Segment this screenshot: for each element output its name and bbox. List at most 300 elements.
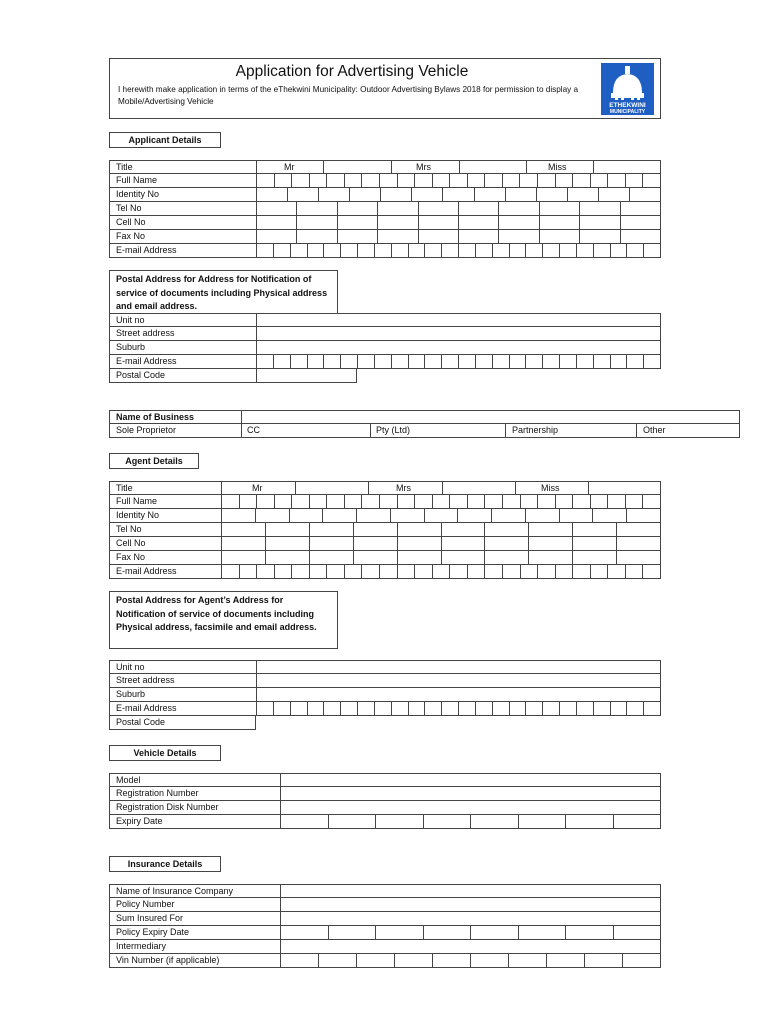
char-box-divider — [414, 495, 415, 508]
char-box-divider — [572, 537, 573, 550]
char-box-divider — [643, 355, 644, 368]
char-box-divider — [291, 174, 292, 187]
char-box-divider — [626, 702, 627, 715]
insurance-policy-row[interactable] — [109, 898, 661, 912]
char-box-divider — [274, 565, 275, 578]
char-box-divider — [255, 509, 256, 522]
insurance-expiry-row[interactable] — [109, 926, 661, 940]
postal-code-row[interactable] — [109, 369, 357, 383]
char-box-divider — [590, 565, 591, 578]
char-box-divider — [572, 551, 573, 564]
char-box-divider — [625, 174, 626, 187]
char-box-divider — [379, 495, 380, 508]
char-box-divider — [467, 565, 468, 578]
char-box-divider — [539, 202, 540, 215]
logo-text-2: MUNICIPALITY — [609, 109, 646, 115]
row-label: Vin Number (if applicable) — [116, 955, 220, 965]
char-box-divider — [559, 509, 560, 522]
char-box-divider — [528, 551, 529, 564]
char-box-divider — [326, 565, 327, 578]
char-box-divider — [528, 523, 529, 536]
char-box-divider — [525, 702, 526, 715]
char-box-divider — [484, 551, 485, 564]
char-box-divider — [256, 174, 257, 187]
char-box-divider — [441, 702, 442, 715]
char-box-divider — [593, 702, 594, 715]
insurance-vin-row[interactable] — [109, 954, 661, 968]
agent-title-option-miss[interactable]: Miss — [541, 483, 560, 493]
applicant-title-row — [109, 160, 661, 174]
vehicle-expiry-row[interactable] — [109, 815, 661, 829]
char-box-divider — [280, 815, 281, 828]
char-box-divider — [498, 230, 499, 243]
char-box-divider — [309, 537, 310, 550]
row-label: Postal Code — [116, 370, 166, 380]
char-box-divider — [323, 702, 324, 715]
insurance-sum-row[interactable] — [109, 912, 661, 926]
char-box-divider — [475, 244, 476, 257]
char-box-divider — [256, 495, 257, 508]
row-label: Suburb — [116, 689, 146, 699]
char-box-divider — [357, 244, 358, 257]
char-box-divider — [326, 174, 327, 187]
char-box-divider — [567, 188, 568, 201]
char-box-divider — [616, 523, 617, 536]
char-box-divider — [607, 565, 608, 578]
char-box-divider — [353, 537, 354, 550]
agent-postal-street-row[interactable] — [109, 674, 661, 688]
char-box-divider — [340, 355, 341, 368]
row-label: Fax No — [116, 552, 146, 562]
agent-identity-row[interactable] — [109, 509, 661, 523]
char-box-divider — [610, 355, 611, 368]
char-box-divider — [622, 954, 623, 967]
char-box-divider — [328, 926, 329, 939]
char-box-divider — [390, 509, 391, 522]
char-box-divider — [518, 926, 519, 939]
char-box-divider — [525, 509, 526, 522]
form-intro-text: I herewith make application in terms of the eThekwini Municipality: Outdoor Advertising Bylaws 2018 for permission to display a Mobile/Advertising Vehicle — [118, 85, 579, 106]
char-box-divider — [492, 244, 493, 257]
char-box-divider — [357, 702, 358, 715]
char-box-divider — [256, 202, 257, 215]
char-box-divider — [576, 244, 577, 257]
row-label: Suburb — [116, 342, 146, 352]
char-box-divider — [555, 565, 556, 578]
char-box-divider — [289, 509, 290, 522]
char-box-divider — [572, 174, 573, 187]
form-header — [109, 58, 661, 119]
char-box-divider — [590, 495, 591, 508]
char-box-divider — [519, 174, 520, 187]
char-box-divider — [502, 565, 503, 578]
char-box-divider — [414, 174, 415, 187]
row-label: E-mail Address — [116, 703, 177, 713]
char-box-divider — [256, 565, 257, 578]
char-box-divider — [579, 230, 580, 243]
char-box-divider — [397, 551, 398, 564]
applicant-email-row[interactable] — [109, 244, 661, 258]
char-box-divider — [537, 565, 538, 578]
char-box-divider — [353, 551, 354, 564]
row-label: Policy Expiry Date — [116, 927, 190, 937]
char-box-divider — [307, 702, 308, 715]
char-box-divider — [475, 355, 476, 368]
char-box-divider — [397, 565, 398, 578]
char-box-divider — [458, 244, 459, 257]
char-box-divider — [502, 174, 503, 187]
agent-details-label: Agent Details — [109, 453, 199, 469]
char-box-divider — [509, 244, 510, 257]
business-name-row[interactable] — [109, 410, 740, 424]
char-box-divider — [626, 244, 627, 257]
char-box-divider — [379, 565, 380, 578]
row-label: Name of Business — [116, 412, 195, 422]
char-box-divider — [616, 537, 617, 550]
postal-suburb-row[interactable] — [109, 341, 661, 355]
char-box-divider — [344, 495, 345, 508]
row-label: Street address — [116, 675, 175, 685]
char-box-divider — [344, 565, 345, 578]
char-box-divider — [559, 702, 560, 715]
type-pty-ltd[interactable]: Pty (Ltd) — [376, 425, 411, 435]
char-box-divider — [374, 702, 375, 715]
char-box-divider — [337, 216, 338, 229]
char-box-divider — [408, 244, 409, 257]
char-box-divider — [470, 954, 471, 967]
char-box-divider — [626, 355, 627, 368]
applicant-cell-row[interactable] — [109, 216, 661, 230]
char-box-divider — [625, 495, 626, 508]
char-box-divider — [418, 202, 419, 215]
char-box-divider — [423, 926, 424, 939]
logo-text-1: ETHEKWINI — [609, 102, 646, 109]
vehicle-details-label: Vehicle Details — [109, 745, 221, 761]
char-box-divider — [470, 815, 471, 828]
form-title: Application for Advertising Vehicle — [235, 63, 469, 80]
char-box-divider — [221, 551, 222, 564]
char-box-divider — [441, 355, 442, 368]
char-box-divider — [458, 216, 459, 229]
char-box-divider — [322, 509, 323, 522]
char-box-divider — [408, 355, 409, 368]
char-box-divider — [344, 174, 345, 187]
row-label: Name of Insurance Company — [116, 886, 234, 896]
char-box-divider — [287, 188, 288, 201]
row-label: Identity No — [116, 510, 160, 520]
char-box-divider — [498, 202, 499, 215]
char-box-divider — [394, 954, 395, 967]
char-box-divider — [290, 355, 291, 368]
char-box-divider — [607, 495, 608, 508]
vehicle-disk-row[interactable] — [109, 801, 661, 815]
char-box-divider — [379, 174, 380, 187]
row-label: E-mail Address — [116, 245, 177, 255]
char-box-divider — [441, 523, 442, 536]
title-option-mr[interactable]: Mr — [284, 162, 295, 172]
char-box-divider — [643, 702, 644, 715]
insurance-details-label: Insurance Details — [109, 856, 221, 872]
char-box-divider — [441, 551, 442, 564]
char-box-divider — [458, 355, 459, 368]
char-box-divider — [607, 174, 608, 187]
char-box-divider — [391, 244, 392, 257]
type-cc[interactable]: CC — [247, 425, 260, 435]
applicant-fax-row[interactable] — [109, 230, 661, 244]
char-box-divider — [441, 244, 442, 257]
row-label: Registration Number — [116, 788, 199, 798]
agent-title-option-mr[interactable]: Mr — [252, 483, 263, 493]
vehicle-model-row[interactable] — [109, 773, 661, 787]
vehicle-registration-row[interactable] — [109, 787, 661, 801]
row-label: Sum Insured For — [116, 913, 184, 923]
row-label: Cell No — [116, 217, 146, 227]
char-box-divider — [340, 244, 341, 257]
char-box-divider — [584, 954, 585, 967]
char-box-divider — [432, 954, 433, 967]
char-box-divider — [579, 202, 580, 215]
char-box-divider — [539, 216, 540, 229]
char-box-divider — [432, 565, 433, 578]
char-box-divider — [309, 495, 310, 508]
applicant-fullname-row[interactable] — [109, 174, 661, 188]
char-box-divider — [458, 702, 459, 715]
char-box-divider — [491, 509, 492, 522]
char-box-divider — [374, 355, 375, 368]
char-box-divider — [307, 244, 308, 257]
row-label: Unit no — [116, 315, 145, 325]
char-box-divider — [559, 355, 560, 368]
char-box-divider — [265, 523, 266, 536]
char-box-divider — [509, 355, 510, 368]
char-box-divider — [441, 537, 442, 550]
title-option-miss[interactable]: Miss — [548, 162, 567, 172]
row-label: Tel No — [116, 524, 142, 534]
char-box-divider — [318, 188, 319, 201]
char-box-divider — [449, 174, 450, 187]
char-box-divider — [290, 702, 291, 715]
char-box-divider — [536, 188, 537, 201]
char-box-divider — [256, 230, 257, 243]
char-box-divider — [424, 509, 425, 522]
char-box-divider — [221, 523, 222, 536]
type-other[interactable]: Other — [643, 425, 666, 435]
agent-postal-address-heading: Postal Address for Agent’s Address for Notification of service of documents including Physical address, facsimile and email address. — [109, 591, 338, 649]
row-label: Street address — [116, 328, 175, 338]
char-box-divider — [492, 355, 493, 368]
char-box-divider — [309, 174, 310, 187]
insurance-intermediary-row[interactable] — [109, 940, 661, 954]
row-label: Title — [116, 483, 133, 493]
char-box-divider — [239, 565, 240, 578]
char-box-divider — [414, 565, 415, 578]
char-box-divider — [273, 355, 274, 368]
char-box-divider — [520, 495, 521, 508]
char-box-divider — [296, 216, 297, 229]
char-box-divider — [598, 188, 599, 201]
char-box-divider — [467, 495, 468, 508]
char-box-divider — [424, 355, 425, 368]
char-box-divider — [323, 355, 324, 368]
char-box-divider — [537, 174, 538, 187]
char-box-divider — [492, 702, 493, 715]
postal-unit-row[interactable] — [109, 313, 661, 327]
char-box-divider — [484, 565, 485, 578]
agent-fullname-row[interactable] — [109, 495, 661, 509]
applicant-details-label: Applicant Details — [109, 132, 221, 148]
row-label: Full Name — [116, 175, 158, 185]
char-box-divider — [590, 174, 591, 187]
char-box-divider — [542, 244, 543, 257]
row-label: Registration Disk Number — [116, 802, 219, 812]
char-box-divider — [467, 174, 468, 187]
agent-email-row[interactable] — [109, 565, 661, 579]
char-box-divider — [280, 954, 281, 967]
row-label: Tel No — [116, 203, 142, 213]
char-box-divider — [509, 702, 510, 715]
agent-postal-unit-row[interactable] — [109, 660, 661, 674]
applicant-tel-row[interactable] — [109, 202, 661, 216]
char-box-divider — [337, 230, 338, 243]
char-box-divider — [309, 551, 310, 564]
postal-street-row[interactable] — [109, 327, 661, 341]
char-box-divider — [221, 509, 222, 522]
char-box-divider — [265, 537, 266, 550]
char-box-divider — [424, 702, 425, 715]
char-box-divider — [280, 926, 281, 939]
char-box-divider — [377, 230, 378, 243]
char-box-divider — [256, 355, 257, 368]
char-box-divider — [520, 565, 521, 578]
char-box-divider — [620, 230, 621, 243]
char-box-divider — [576, 355, 577, 368]
char-box-divider — [565, 815, 566, 828]
char-box-divider — [265, 551, 266, 564]
row-label: E-mail Address — [116, 566, 177, 576]
postal-email-row[interactable] — [109, 355, 661, 369]
char-box-divider — [642, 495, 643, 508]
char-box-divider — [620, 216, 621, 229]
char-box-divider — [291, 495, 292, 508]
agent-cell-row[interactable] — [109, 537, 661, 551]
char-box-divider — [256, 702, 257, 715]
agent-tel-row[interactable] — [109, 523, 661, 537]
char-box-divider — [307, 355, 308, 368]
char-box-divider — [323, 244, 324, 257]
agent-postal-email-row[interactable] — [109, 702, 661, 716]
char-box-divider — [391, 355, 392, 368]
char-box-divider — [642, 174, 643, 187]
row-label: Fax No — [116, 231, 146, 241]
char-box-divider — [470, 926, 471, 939]
char-box-divider — [626, 509, 627, 522]
char-box-divider — [508, 954, 509, 967]
char-box-divider — [555, 495, 556, 508]
ethekwini-logo — [601, 63, 654, 115]
char-box-divider — [397, 523, 398, 536]
char-box-divider — [579, 216, 580, 229]
char-box-divider — [502, 495, 503, 508]
char-box-divider — [423, 815, 424, 828]
row-label: E-mail Address — [116, 356, 177, 366]
char-box-divider — [572, 523, 573, 536]
char-box-divider — [356, 509, 357, 522]
char-box-divider — [337, 202, 338, 215]
char-box-divider — [613, 926, 614, 939]
char-box-divider — [525, 355, 526, 368]
row-label: Policy Number — [116, 899, 175, 909]
char-box-divider — [391, 702, 392, 715]
char-box-divider — [424, 244, 425, 257]
char-box-divider — [291, 565, 292, 578]
char-box-divider — [377, 202, 378, 215]
char-box-divider — [592, 509, 593, 522]
row-label: Postal Code — [116, 717, 166, 727]
agent-postal-suburb-row[interactable] — [109, 688, 661, 702]
char-box-divider — [610, 244, 611, 257]
type-sole-proprietor[interactable]: Sole Proprietor — [116, 425, 177, 435]
char-box-divider — [458, 230, 459, 243]
char-box-divider — [256, 216, 257, 229]
agent-postal-code-row[interactable] — [109, 716, 256, 730]
char-box-divider — [221, 537, 222, 550]
char-box-divider — [397, 537, 398, 550]
char-box-divider — [356, 954, 357, 967]
char-box-divider — [546, 954, 547, 967]
agent-title-option-mrs[interactable]: Mrs — [396, 483, 411, 493]
row-label: Intermediary — [116, 941, 167, 951]
business-type-row — [109, 424, 740, 438]
char-box-divider — [518, 815, 519, 828]
char-box-divider — [411, 188, 412, 201]
char-box-divider — [484, 537, 485, 550]
char-box-divider — [625, 565, 626, 578]
char-box-divider — [449, 565, 450, 578]
char-box-divider — [328, 815, 329, 828]
row-label: Model — [116, 775, 141, 785]
char-box-divider — [239, 495, 240, 508]
char-box-divider — [397, 174, 398, 187]
char-box-divider — [361, 174, 362, 187]
char-box-divider — [221, 565, 222, 578]
char-box-divider — [537, 495, 538, 508]
applicant-identity-row[interactable] — [109, 188, 661, 202]
char-box-divider — [309, 565, 310, 578]
char-box-divider — [642, 565, 643, 578]
char-box-divider — [273, 702, 274, 715]
char-box-divider — [457, 509, 458, 522]
char-box-divider — [484, 523, 485, 536]
char-box-divider — [442, 188, 443, 201]
insurance-company-row[interactable] — [109, 884, 661, 898]
char-box-divider — [475, 702, 476, 715]
char-box-divider — [498, 216, 499, 229]
char-box-divider — [449, 495, 450, 508]
char-box-divider — [309, 523, 310, 536]
type-partnership[interactable]: Partnership — [512, 425, 559, 435]
agent-fax-row[interactable] — [109, 551, 661, 565]
char-box-divider — [375, 815, 376, 828]
char-box-divider — [593, 355, 594, 368]
agent-title-row — [109, 481, 661, 495]
char-box-divider — [375, 926, 376, 939]
title-option-mrs[interactable]: Mrs — [416, 162, 431, 172]
char-box-divider — [256, 244, 257, 257]
char-box-divider — [318, 954, 319, 967]
char-box-divider — [221, 495, 222, 508]
city-hall-dome-icon — [601, 63, 654, 115]
postal-address-heading: Postal Address for Address for Notification of service of documents including Physical address and email address. — [109, 270, 338, 314]
